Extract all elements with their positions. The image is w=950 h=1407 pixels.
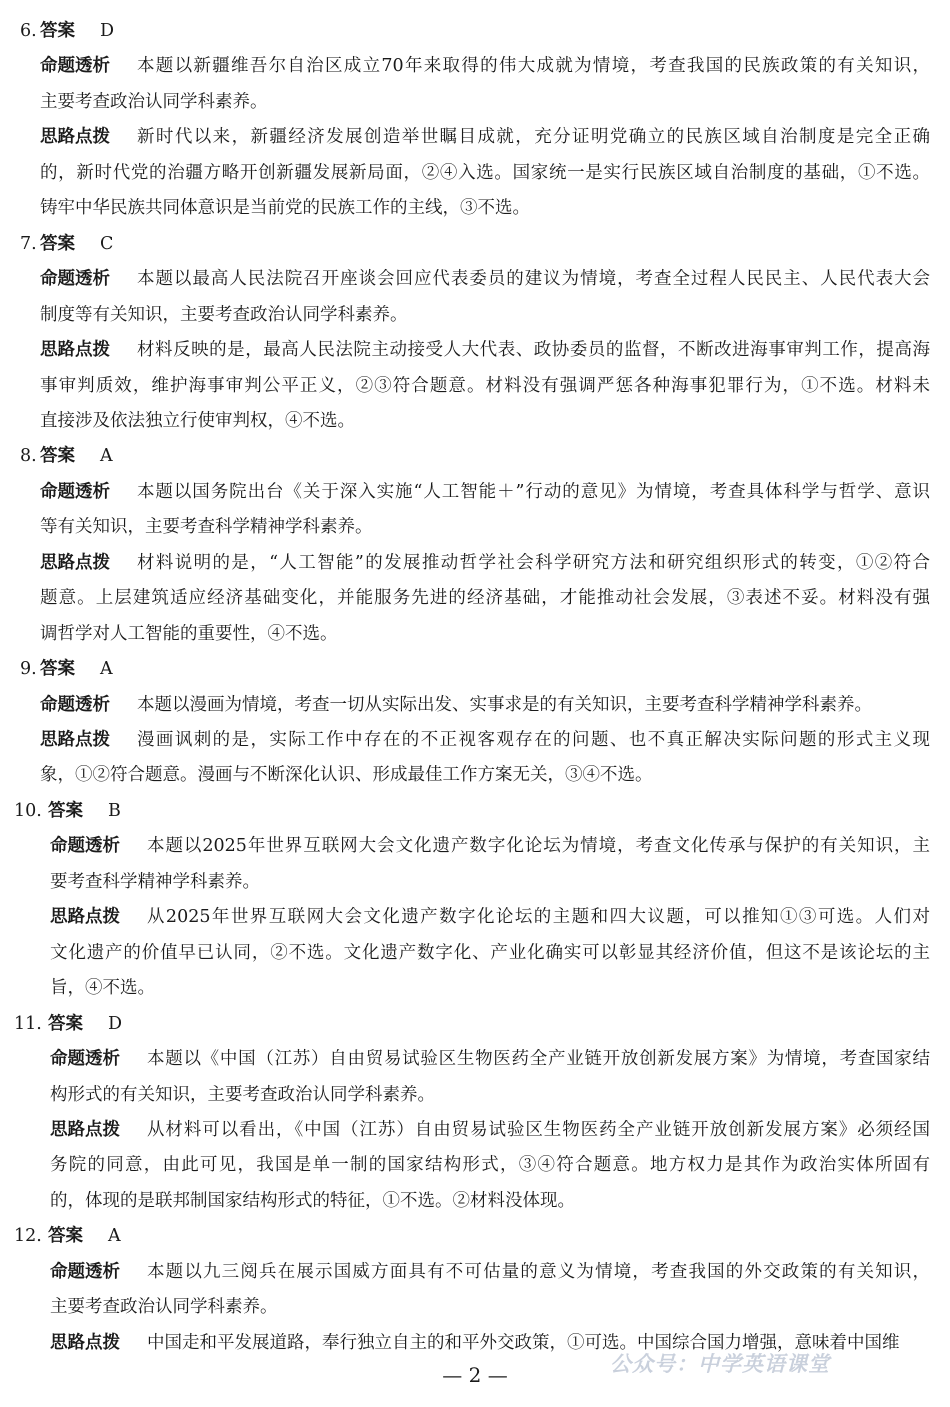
- answer-label: 答案: [48, 800, 83, 821]
- question-number: 6.: [20, 21, 37, 41]
- text-line: [0, 971, 950, 1005]
- text-line: [0, 333, 950, 367]
- analysis-text: 制度等有关知识，主要考查政治认同学科素养。: [40, 304, 408, 325]
- analysis-text: 本题以2025年世界互联网大会文化遗产数字化论坛为情境，考查文化传承与保护的有关知识，主: [147, 836, 930, 857]
- analysis-text: 构形式的有关知识，主要考查政治认同学科素养。: [50, 1084, 435, 1105]
- text-line: [0, 794, 950, 828]
- analysis-text: 本题以新疆维吾尔自治区成立70年来取得的伟大成就为情境，考查我国的民族政策的有关知识，: [137, 56, 930, 77]
- hint-text: 调哲学对人工智能的重要性，④不选。: [40, 623, 338, 644]
- analysis-label: 命题透析: [50, 1261, 120, 1282]
- text-line: [0, 581, 950, 615]
- question-number: 11.: [14, 1013, 42, 1034]
- answer-value: D: [108, 1013, 123, 1034]
- hint-text: 铸牢中华民族共同体意识是当前党的民族工作的主线，③不选。: [40, 198, 530, 219]
- text-line: [0, 439, 950, 473]
- hint-text: 文化遗产的价值早已认同，②不选。文化遗产数字化、产业化确实可以彰显其经济价值，但这不是该论坛的主: [50, 942, 930, 963]
- hint-text: 的，新时代党的治疆方略开创新疆发展新局面，②④入选。国家统一是实行民族区域自治制度的基础，①不选。: [40, 162, 930, 183]
- hint-label: 思路点拨: [40, 730, 110, 750]
- analysis-text: 本题以漫画为情境，考查一切从实际出发、实事求是的有关知识，主要考查科学精神学科素养。: [137, 694, 872, 715]
- text-line: [0, 1042, 950, 1076]
- text-line: [0, 262, 950, 296]
- text-line: [0, 865, 950, 899]
- text-line: [0, 404, 950, 438]
- text-line: [0, 652, 950, 686]
- hint-text: 中国走和平发展道路，奉行独立自主的和平外交政策，①可选。中国综合国力增强，意味着中国维: [147, 1332, 900, 1353]
- analysis-text: 本题以最高人民法院召开座谈会回应代表委员的建议为情境，考查全过程人民民主、人民代表大会: [137, 269, 930, 290]
- text-line: [0, 936, 950, 970]
- hint-text: 材料说明的是，“人工智能”的发展推动哲学社会科学研究方法和研究组织形式的转变，①②符合: [137, 552, 930, 573]
- analysis-text: 本题以九三阅兵在展示国威方面具有不可估量的意义为情境，考查我国的外交政策的有关知识，: [147, 1261, 930, 1282]
- hint-label: 思路点拨: [50, 1119, 120, 1140]
- text-line: [0, 829, 950, 863]
- text-line: [0, 227, 950, 261]
- hint-text: 的，体现的是联邦制国家结构形式的特征，①不选。②材料没体现。: [50, 1190, 575, 1211]
- answer-label: 答案: [40, 446, 75, 467]
- text-line: [0, 510, 950, 544]
- hint-label: 思路点拨: [40, 127, 110, 148]
- hint-text: 从2025年世界互联网大会文化遗产数字化论坛的主题和四大议题，可以推知①③可选。人们对: [147, 907, 930, 928]
- question-number: 9.: [20, 659, 37, 680]
- hint-label: 思路点拨: [50, 907, 120, 928]
- watermark-text: 公众号：中学英语课堂: [610, 1352, 830, 1376]
- text-line: [0, 1007, 950, 1041]
- text-line: [0, 1184, 950, 1218]
- text-line: [0, 758, 950, 792]
- analysis-label: 命题透析: [50, 836, 120, 857]
- text-line: [0, 723, 950, 757]
- question-number: 12.: [14, 1226, 42, 1247]
- answer-value: A: [100, 446, 113, 467]
- hint-text: 象，①②符合题意。漫画与不断深化认识、形成最佳工作方案无关，③④不选。: [40, 765, 653, 786]
- hint-text: 题意。上层建筑适应经济基础变化，并能服务先进的经济基础，才能推动社会发展，③表述不妥。材料没有强: [40, 588, 930, 609]
- analysis-text: 主要考查政治认同学科素养。: [50, 1297, 278, 1318]
- answer-label: 答案: [40, 21, 75, 41]
- question-number: 8.: [20, 446, 37, 467]
- hint-text: 漫画讽刺的是，实际工作中存在的不正视客观存在的问题、也不真正解决实际问题的形式主义现: [137, 730, 930, 750]
- hint-text: 新时代以来，新疆经济发展创造举世瞩目成就，充分证明党确立的民族区域自治制度是完全正确: [137, 127, 930, 148]
- hint-label: 思路点拨: [40, 340, 110, 361]
- answer-value: A: [108, 1226, 121, 1247]
- text-line: [0, 85, 950, 119]
- text-line: [0, 688, 950, 722]
- hint-text: 事审判质效，维护海事审判公平正义，②③符合题意。材料没有强调严惩各种海事犯罪行为，①不选。材料未: [40, 375, 930, 396]
- text-line: [0, 1078, 950, 1112]
- hint-text: 材料反映的是，最高人民法院主动接受人大代表、政协委员的监督，不断改进海事审判工作，提高海: [137, 340, 930, 361]
- hint-text: 直接涉及依法独立行使审判权，④不选。: [40, 410, 355, 431]
- analysis-text: 等有关知识，主要考查科学精神学科素养。: [40, 517, 373, 538]
- page-number: — 2 —: [442, 1363, 508, 1387]
- text-line: [0, 617, 950, 651]
- analysis-text: 本题以《中国（江苏）自由贸易试验区生物医药全产业链开放创新发展方案》为情境，考查国家结: [147, 1049, 930, 1070]
- analysis-label: 命题透析: [40, 56, 110, 77]
- hint-label: 思路点拨: [50, 1332, 120, 1353]
- text-line: [0, 900, 950, 934]
- analysis-label: 命题透析: [40, 269, 110, 290]
- question-number: 7.: [20, 233, 37, 254]
- text-line: [0, 1148, 950, 1182]
- analysis-label: 命题透析: [40, 694, 110, 715]
- analysis-label: 命题透析: [40, 481, 110, 502]
- text-line: [0, 1255, 950, 1289]
- text-line: [0, 49, 950, 83]
- text-line: [0, 298, 950, 332]
- hint-label: 思路点拨: [40, 552, 110, 573]
- text-line: [0, 1113, 950, 1147]
- text-line: [0, 369, 950, 403]
- analysis-text: 本题以国务院出台《关于深入实施“人工智能＋”行动的意见》为情境，考查具体科学与哲学、意识: [137, 481, 930, 502]
- analysis-text: 要考查科学精神学科素养。: [50, 871, 260, 892]
- text-line: [0, 14, 950, 48]
- hint-text: 务院的同意，由此可见，我国是单一制的国家结构形式，③④符合题意。地方权力是其作为政治实体所固有: [50, 1155, 930, 1176]
- text-line: [0, 191, 950, 225]
- answer-label: 答案: [40, 233, 75, 254]
- hint-text: 从材料可以看出，《中国（江苏）自由贸易试验区生物医药全产业链开放创新发展方案》必须经国: [147, 1119, 930, 1140]
- text-line: [0, 120, 950, 154]
- text-line: [0, 1219, 950, 1253]
- answer-value: D: [100, 21, 115, 41]
- text-line: [0, 1290, 950, 1324]
- text-line: [0, 156, 950, 190]
- analysis-text: 主要考查政治认同学科素养。: [40, 91, 268, 112]
- analysis-label: 命题透析: [50, 1049, 120, 1070]
- text-line: [0, 546, 950, 580]
- answer-label: 答案: [48, 1226, 83, 1247]
- text-line: [0, 475, 950, 509]
- question-number: 10.: [14, 800, 42, 821]
- answer-label: 答案: [48, 1013, 83, 1034]
- answer-value: B: [108, 800, 121, 821]
- hint-text: 旨，④不选。: [50, 978, 155, 999]
- answer-value: A: [100, 659, 113, 680]
- answer-label: 答案: [40, 659, 75, 680]
- answer-value: C: [100, 233, 114, 254]
